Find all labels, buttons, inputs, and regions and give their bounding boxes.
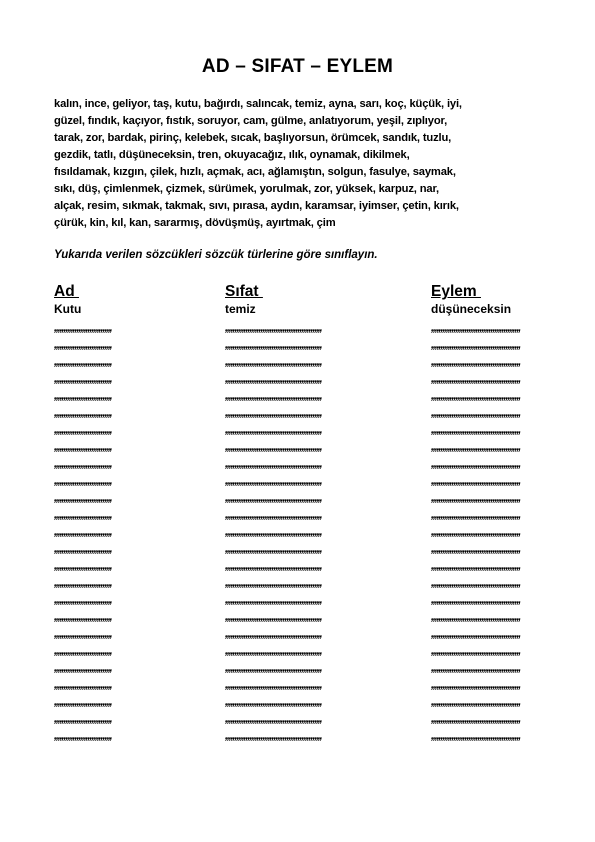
- sifat-blank-list: [225, 320, 322, 745]
- sifat-answer-blank[interactable]: ,,,,,,,,,,,,,,,,,,,,,,,,,,,,,,,,,,,,,,,,,,,,,,,,,,,,: [225, 390, 322, 402]
- eylem-answer-blank[interactable]: ,,,,,,,,,,,,,,,,,,,,,,,,,,,,,,,,,,,,,,,,,,,,,,,,: [431, 441, 521, 453]
- ad-answer-blank[interactable]: ,,,,,,,,,,,,,,,,,,,,,,,,,,,,,,,: [54, 611, 112, 623]
- sifat-answer-blank[interactable]: ,,,,,,,,,,,,,,,,,,,,,,,,,,,,,,,,,,,,,,,,,,,,,,,,,,,,: [225, 339, 322, 351]
- eylem-answer-blank[interactable]: ,,,,,,,,,,,,,,,,,,,,,,,,,,,,,,,,,,,,,,,,,,,,,,,,: [431, 713, 521, 725]
- ad-answer-blank[interactable]: ,,,,,,,,,,,,,,,,,,,,,,,,,,,,,,,: [54, 373, 112, 385]
- ad-answer-blank[interactable]: ,,,,,,,,,,,,,,,,,,,,,,,,,,,,,,,: [54, 577, 112, 589]
- eylem-answer-blank[interactable]: ,,,,,,,,,,,,,,,,,,,,,,,,,,,,,,,,,,,,,,,,,,,,,,,,: [431, 628, 521, 640]
- sifat-answer-blank[interactable]: ,,,,,,,,,,,,,,,,,,,,,,,,,,,,,,,,,,,,,,,,,,,,,,,,,,,,: [225, 696, 322, 708]
- ad-answer-blank[interactable]: ,,,,,,,,,,,,,,,,,,,,,,,,,,,,,,,: [54, 356, 112, 368]
- sifat-answer-blank[interactable]: ,,,,,,,,,,,,,,,,,,,,,,,,,,,,,,,,,,,,,,,,,,,,,,,,,,,,: [225, 645, 322, 657]
- eylem-answer-blank[interactable]: ,,,,,,,,,,,,,,,,,,,,,,,,,,,,,,,,,,,,,,,,,,,,,,,,: [431, 730, 521, 742]
- sifat-answer-blank[interactable]: ,,,,,,,,,,,,,,,,,,,,,,,,,,,,,,,,,,,,,,,,,,,,,,,,,,,,: [225, 441, 322, 453]
- ad-answer-blank[interactable]: ,,,,,,,,,,,,,,,,,,,,,,,,,,,,,,,: [54, 543, 112, 555]
- ad-answer-blank[interactable]: ,,,,,,,,,,,,,,,,,,,,,,,,,,,,,,,: [54, 645, 112, 657]
- eylem-column-example: düşüneceksin: [431, 302, 512, 316]
- ad-column: [54, 282, 112, 745]
- word-list: [54, 96, 554, 232]
- ad-answer-blank[interactable]: ,,,,,,,,,,,,,,,,,,,,,,,,,,,,,,,: [54, 441, 112, 453]
- eylem-answer-blank[interactable]: ,,,,,,,,,,,,,,,,,,,,,,,,,,,,,,,,,,,,,,,,,,,,,,,,: [431, 696, 521, 708]
- eylem-answer-blank[interactable]: ,,,,,,,,,,,,,,,,,,,,,,,,,,,,,,,,,,,,,,,,,,,,,,,,: [431, 577, 521, 589]
- ad-answer-blank[interactable]: ,,,,,,,,,,,,,,,,,,,,,,,,,,,,,,,: [54, 662, 112, 674]
- ad-blank-list: [54, 320, 112, 745]
- ad-answer-blank[interactable]: ,,,,,,,,,,,,,,,,,,,,,,,,,,,,,,,: [54, 560, 112, 572]
- sifat-answer-blank[interactable]: ,,,,,,,,,,,,,,,,,,,,,,,,,,,,,,,,,,,,,,,,,,,,,,,,,,,,: [225, 577, 322, 589]
- ad-answer-blank[interactable]: ,,,,,,,,,,,,,,,,,,,,,,,,,,,,,,,: [54, 696, 112, 708]
- word-list-line: tarak, zor, bardak, pirinç, kelebek, sıcak, başlıyorsun, örümcek, sandık, tuzlu,: [54, 132, 452, 144]
- eylem-answer-blank[interactable]: ,,,,,,,,,,,,,,,,,,,,,,,,,,,,,,,,,,,,,,,,,,,,,,,,: [431, 390, 521, 402]
- eylem-column: [431, 282, 520, 745]
- ad-answer-blank[interactable]: ,,,,,,,,,,,,,,,,,,,,,,,,,,,,,,,: [54, 628, 112, 640]
- eylem-answer-blank[interactable]: ,,,,,,,,,,,,,,,,,,,,,,,,,,,,,,,,,,,,,,,,,,,,,,,,: [431, 424, 521, 436]
- eylem-answer-blank[interactable]: ,,,,,,,,,,,,,,,,,,,,,,,,,,,,,,,,,,,,,,,,,,,,,,,,: [431, 662, 521, 674]
- instruction-text: Yukarıda verilen sözcükleri sözcük türlerine göre sınıflayın.: [54, 249, 378, 261]
- word-list-line: sıkı, düş, çimlenmek, çizmek, sürümek, yorulmak, zor, yüksek, karpuz, nar,: [54, 183, 439, 195]
- sifat-answer-blank[interactable]: ,,,,,,,,,,,,,,,,,,,,,,,,,,,,,,,,,,,,,,,,,,,,,,,,,,,,: [225, 713, 322, 725]
- sifat-answer-blank[interactable]: ,,,,,,,,,,,,,,,,,,,,,,,,,,,,,,,,,,,,,,,,,,,,,,,,,,,,: [225, 492, 322, 504]
- eylem-answer-blank[interactable]: ,,,,,,,,,,,,,,,,,,,,,,,,,,,,,,,,,,,,,,,,,,,,,,,,: [431, 322, 521, 334]
- eylem-answer-blank[interactable]: ,,,,,,,,,,,,,,,,,,,,,,,,,,,,,,,,,,,,,,,,,,,,,,,,: [431, 560, 521, 572]
- sifat-answer-blank[interactable]: ,,,,,,,,,,,,,,,,,,,,,,,,,,,,,,,,,,,,,,,,,,,,,,,,,,,,: [225, 322, 322, 334]
- eylem-answer-blank[interactable]: ,,,,,,,,,,,,,,,,,,,,,,,,,,,,,,,,,,,,,,,,,,,,,,,,: [431, 339, 521, 351]
- ad-answer-blank[interactable]: ,,,,,,,,,,,,,,,,,,,,,,,,,,,,,,,: [54, 475, 112, 487]
- word-list-line: gezdik, tatlı, düşüneceksin, tren, okuyacağız, ılık, oynamak, dikilmek,: [54, 149, 410, 161]
- eylem-answer-blank[interactable]: ,,,,,,,,,,,,,,,,,,,,,,,,,,,,,,,,,,,,,,,,,,,,,,,,: [431, 373, 521, 385]
- ad-answer-blank[interactable]: ,,,,,,,,,,,,,,,,,,,,,,,,,,,,,,,: [54, 594, 112, 606]
- sifat-answer-blank[interactable]: ,,,,,,,,,,,,,,,,,,,,,,,,,,,,,,,,,,,,,,,,,,,,,,,,,,,,: [225, 458, 322, 470]
- sifat-answer-blank[interactable]: ,,,,,,,,,,,,,,,,,,,,,,,,,,,,,,,,,,,,,,,,,,,,,,,,,,,,: [225, 662, 322, 674]
- ad-answer-blank[interactable]: ,,,,,,,,,,,,,,,,,,,,,,,,,,,,,,,: [54, 407, 112, 419]
- sifat-column-example: temiz: [225, 302, 256, 316]
- ad-answer-blank[interactable]: ,,,,,,,,,,,,,,,,,,,,,,,,,,,,,,,: [54, 492, 112, 504]
- eylem-answer-blank[interactable]: ,,,,,,,,,,,,,,,,,,,,,,,,,,,,,,,,,,,,,,,,,,,,,,,,: [431, 594, 521, 606]
- sifat-answer-blank[interactable]: ,,,,,,,,,,,,,,,,,,,,,,,,,,,,,,,,,,,,,,,,,,,,,,,,,,,,: [225, 679, 322, 691]
- ad-answer-blank[interactable]: ,,,,,,,,,,,,,,,,,,,,,,,,,,,,,,,: [54, 339, 112, 351]
- eylem-blank-list: [431, 320, 520, 745]
- ad-answer-blank[interactable]: ,,,,,,,,,,,,,,,,,,,,,,,,,,,,,,,: [54, 509, 112, 521]
- sifat-answer-blank[interactable]: ,,,,,,,,,,,,,,,,,,,,,,,,,,,,,,,,,,,,,,,,,,,,,,,,,,,,: [225, 526, 322, 538]
- ad-column-heading: Ad: [54, 283, 79, 300]
- eylem-answer-blank[interactable]: ,,,,,,,,,,,,,,,,,,,,,,,,,,,,,,,,,,,,,,,,,,,,,,,,: [431, 356, 521, 368]
- sifat-answer-blank[interactable]: ,,,,,,,,,,,,,,,,,,,,,,,,,,,,,,,,,,,,,,,,,,,,,,,,,,,,: [225, 475, 322, 487]
- eylem-answer-blank[interactable]: ,,,,,,,,,,,,,,,,,,,,,,,,,,,,,,,,,,,,,,,,,,,,,,,,: [431, 645, 521, 657]
- sifat-answer-blank[interactable]: ,,,,,,,,,,,,,,,,,,,,,,,,,,,,,,,,,,,,,,,,,,,,,,,,,,,,: [225, 560, 322, 572]
- ad-column-example: Kutu: [54, 302, 82, 316]
- eylem-answer-blank[interactable]: ,,,,,,,,,,,,,,,,,,,,,,,,,,,,,,,,,,,,,,,,,,,,,,,,: [431, 492, 521, 504]
- sifat-answer-blank[interactable]: ,,,,,,,,,,,,,,,,,,,,,,,,,,,,,,,,,,,,,,,,,,,,,,,,,,,,: [225, 730, 322, 742]
- sifat-answer-blank[interactable]: ,,,,,,,,,,,,,,,,,,,,,,,,,,,,,,,,,,,,,,,,,,,,,,,,,,,,: [225, 424, 322, 436]
- word-list-line: güzel, fındık, kaçıyor, fıstık, soruyor, cam, gülme, anlatıyorum, yeşil, zıplıyor,: [54, 115, 448, 127]
- ad-answer-blank[interactable]: ,,,,,,,,,,,,,,,,,,,,,,,,,,,,,,,: [54, 322, 112, 334]
- ad-answer-blank[interactable]: ,,,,,,,,,,,,,,,,,,,,,,,,,,,,,,,: [54, 424, 112, 436]
- sifat-column-heading: Sıfat: [225, 283, 263, 300]
- word-list-line: alçak, resim, sıkmak, takmak, sıvı, pırasa, aydın, karamsar, iyimser, çetin, kırık,: [54, 200, 459, 212]
- sifat-answer-blank[interactable]: ,,,,,,,,,,,,,,,,,,,,,,,,,,,,,,,,,,,,,,,,,,,,,,,,,,,,: [225, 356, 322, 368]
- ad-answer-blank[interactable]: ,,,,,,,,,,,,,,,,,,,,,,,,,,,,,,,: [54, 458, 112, 470]
- sifat-answer-blank[interactable]: ,,,,,,,,,,,,,,,,,,,,,,,,,,,,,,,,,,,,,,,,,,,,,,,,,,,,: [225, 611, 322, 623]
- sifat-column: [225, 282, 322, 745]
- sifat-answer-blank[interactable]: ,,,,,,,,,,,,,,,,,,,,,,,,,,,,,,,,,,,,,,,,,,,,,,,,,,,,: [225, 628, 322, 640]
- word-list-line: fısıldamak, kızgın, çilek, hızlı, açmak, acı, ağlamıştın, solgun, fasulye, saymak,: [54, 166, 456, 178]
- ad-answer-blank[interactable]: ,,,,,,,,,,,,,,,,,,,,,,,,,,,,,,,: [54, 526, 112, 538]
- eylem-answer-blank[interactable]: ,,,,,,,,,,,,,,,,,,,,,,,,,,,,,,,,,,,,,,,,,,,,,,,,: [431, 458, 521, 470]
- eylem-answer-blank[interactable]: ,,,,,,,,,,,,,,,,,,,,,,,,,,,,,,,,,,,,,,,,,,,,,,,,: [431, 543, 521, 555]
- ad-answer-blank[interactable]: ,,,,,,,,,,,,,,,,,,,,,,,,,,,,,,,: [54, 713, 112, 725]
- ad-answer-blank[interactable]: ,,,,,,,,,,,,,,,,,,,,,,,,,,,,,,,: [54, 679, 112, 691]
- eylem-answer-blank[interactable]: ,,,,,,,,,,,,,,,,,,,,,,,,,,,,,,,,,,,,,,,,,,,,,,,,: [431, 611, 521, 623]
- eylem-answer-blank[interactable]: ,,,,,,,,,,,,,,,,,,,,,,,,,,,,,,,,,,,,,,,,,,,,,,,,: [431, 509, 521, 521]
- page-title: AD – SIFAT – EYLEM: [201, 56, 394, 77]
- sifat-answer-blank[interactable]: ,,,,,,,,,,,,,,,,,,,,,,,,,,,,,,,,,,,,,,,,,,,,,,,,,,,,: [225, 509, 322, 521]
- ad-answer-blank[interactable]: ,,,,,,,,,,,,,,,,,,,,,,,,,,,,,,,: [54, 730, 112, 742]
- eylem-answer-blank[interactable]: ,,,,,,,,,,,,,,,,,,,,,,,,,,,,,,,,,,,,,,,,,,,,,,,,: [431, 407, 521, 419]
- ad-answer-blank[interactable]: ,,,,,,,,,,,,,,,,,,,,,,,,,,,,,,,: [54, 390, 112, 402]
- eylem-answer-blank[interactable]: ,,,,,,,,,,,,,,,,,,,,,,,,,,,,,,,,,,,,,,,,,,,,,,,,: [431, 475, 521, 487]
- word-list-line: kalın, ince, geliyor, taş, kutu, bağırdı, salıncak, temiz, ayna, sarı, koç, küçük, iyi,: [54, 98, 462, 110]
- eylem-answer-blank[interactable]: ,,,,,,,,,,,,,,,,,,,,,,,,,,,,,,,,,,,,,,,,,,,,,,,,: [431, 526, 521, 538]
- sifat-answer-blank[interactable]: ,,,,,,,,,,,,,,,,,,,,,,,,,,,,,,,,,,,,,,,,,,,,,,,,,,,,: [225, 373, 322, 385]
- sifat-answer-blank[interactable]: ,,,,,,,,,,,,,,,,,,,,,,,,,,,,,,,,,,,,,,,,,,,,,,,,,,,,: [225, 407, 322, 419]
- word-list-line: çürük, kin, kıl, kan, sararmış, dövüşmüş, ayırtmak, çim: [54, 217, 336, 229]
- sifat-answer-blank[interactable]: ,,,,,,,,,,,,,,,,,,,,,,,,,,,,,,,,,,,,,,,,,,,,,,,,,,,,: [225, 543, 322, 555]
- eylem-column-heading: Eylem: [431, 283, 481, 300]
- sifat-answer-blank[interactable]: ,,,,,,,,,,,,,,,,,,,,,,,,,,,,,,,,,,,,,,,,,,,,,,,,,,,,: [225, 594, 322, 606]
- eylem-answer-blank[interactable]: ,,,,,,,,,,,,,,,,,,,,,,,,,,,,,,,,,,,,,,,,,,,,,,,,: [431, 679, 521, 691]
